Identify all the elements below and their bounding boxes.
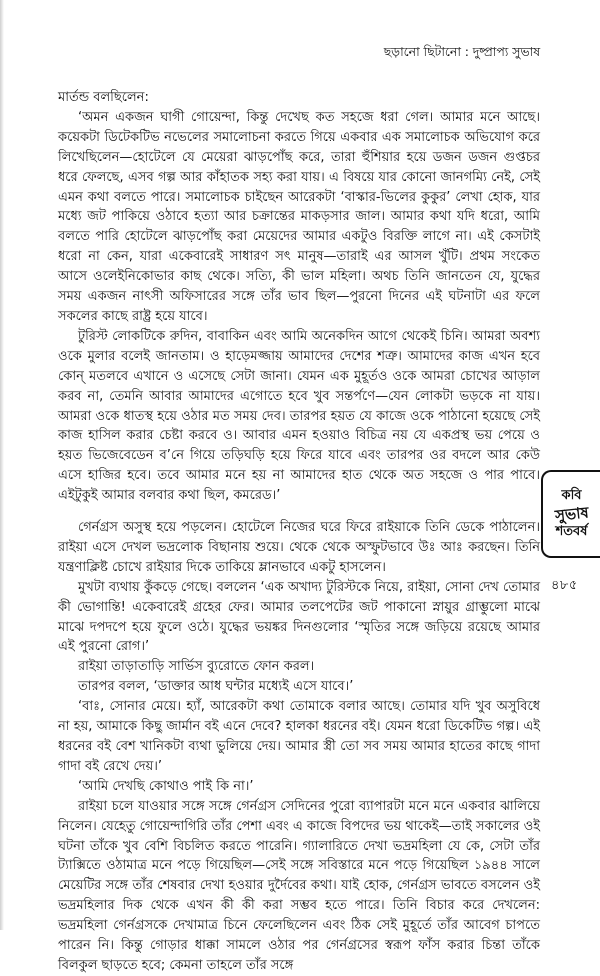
paragraph: রাইয়া তাড়াতাড়ি সার্ভিস ব্যুরোতে ফোন করল। [78,659,315,675]
page-number: ৪৮৫ [551,578,578,593]
paragraph: গের্নগ্রস অসুস্থ হয়ে পড়লেন। হোটেলে নিজের ঘরে ফিরে রাইয়াকে তিনি ডেকে পাঠালেন। রাইয়া এসে দেখল ভদ্রলোক বিছানায় শুয়ে। থেকে থেকে অস্ফুটভাবে উঃ আঃ করছেন। তিনি যন্ত্রণাক্লিষ্ট চোখে রাইয়ার দিকে তাকিয়ে ম্লানভাবে একটু হাসলেন। [58,520,540,575]
paragraph: ‘বাঃ, সোনার মেয়ে। হ্যাঁ, আরেকটা কথা তোমাকে বলার আছে। তোমার যদি খুব অসুবিধে না হয়, আমাকে কিছু জার্মান বই এনে দেবে? হালকা ধরনের বই। যেমন ধরো ডিকেটিভ গল্প। এই ধরনের বই বেশ খানিকটা ব্যথা ভুলিয়ে দেয়। আমার স্ত্রী তো সব সময় আমার হাতের কাছে গাদা গাদা বই রেখে দেয়।’ [58,699,540,774]
paragraph: তারপর বলল, ‘ডাক্তার আধ ঘন্টার মধ্যেই এসে যাবে।’ [78,679,354,695]
emblem-line-kobi: কবি [561,488,582,503]
running-head: ছড়ানো ছিটানো : দুষ্প্রাপ্য সুভাষ [383,44,540,59]
binding-shadow [0,0,4,930]
emblem-line-shatabarsha: শতবর্ষ [555,524,588,539]
paragraph: ‘আমি দেখছি কোথাও পাই কি না।’ [78,778,254,794]
paragraph: মুখটা ব্যথায় কুঁকড়ে গেছে। বললেন ‘এক অখাদ্য টুরিস্টকে নিয়ে, রাইয়া, সোনা দেখ তোমার কী ভোগান্তি! একেবারেই গ্রহের ফের। আমার তলপেটের জট পাকানো স্নায়ুর গ্রাম্ভুলো মাঝে মাঝে দপদপে হয়ে ফুলে ওঠে। যুদ্ধের ভয়ঙ্কর দিনগুলোর ‘স্মৃতির সঙ্গে জড়িয়ে রয়েছে আমার এই পুরনো রোগ।’ [58,579,540,655]
paragraph: ‘অমন একজন ঘাগী গোয়েন্দা, কিন্তু দেখেছ কত সহজে ধরা গেল। আমার মনে আছে। কয়েকটা ডিটেকটিভ নভেলের সমালোচনা করতে গিয়ে একবার এক সমালোচক অভিযোগ করে লিখেছিলেন—হোটেলে যে মেয়েরা ঝাড়পোঁছ করে, তারা হুঁশিয়ার হয়ে ডজন ডজন গুপ্তচর ধরে ফেলছে, এসব গল্প আর কাঁহাতক সহ্য করা যায়। এ বিষয়ে যার কোনো জানগম্যি নেই, সেই এমন কথা বলতে পারে। সমালোচক চাইছেন আরেকটা ‘বাস্কার-ভিলের কুকুর’ লেখা হোক, যার মধ্যে জট পাকিয়ে ওঠাবে হত্যা আর চক্রান্তের মাকড়সার জাল। আমার কথা যদি ধরো, আমি বলতে পারি হোটেলে ঝাড়পোঁছ করা মেয়েদের আমার একটুও বিরক্তি লাগে না। এই কেসটাই ধরো না কেন, যারা একেবারেই সাধারণ সৎ মানুষ—তারাই এর আসল খুঁটি। প্রথম সংকেত আসে ওলেইনিকোভার কাছ থেকে। সত্যি, কী ভাল মহিলা। অথচ তিনি জানতেন যে, যুদ্ধের সময় একজন নাৎসী অফিসারের সঙ্গে তাঁর ভাব ছিল—পুরনো দিনের এই ঘটনাটা এর ফলে সকলের কাছে রাষ্ট্র হয়ে যাবে। [58,109,540,324]
paragraph: মার্তন্ড বলছিলেন: [58,90,149,105]
emblem-line-subhash: সুভাষ [553,503,590,525]
paragraph: রাইয়া চলে যাওয়ার সঙ্গে সঙ্গে গের্নগ্রস সেদিনের পুরো ব্যাপারটা মনে মনে একবার ঝালিয়ে নিলেন। যেহেতু গোয়েন্দাগিরি তাঁর পেশা এবং এ কাজে বিপদের ভয় থাকেই—তাই সকালের ওই ঘটনা তাঁকে খুব বেশি বিচলিত করতে পারেনি। গ্যালারিতে দেখা ভদ্রমহিলা যে কে, সেটা তাঁর ট্যাক্সিতে ওঠামাত্র মনে পড়ে গিয়েছিল—সেই সঙ্গে সবিস্তারে মনে পড়ে গিয়েছিল ১৯৪৪ সালে মেয়েটির সঙ্গে তাঁর শেষবার দেখা হওয়ার দুর্দৈবের কথা। যাই হোক, গের্নগ্রস ভাবতে বসলেন ওই ভদ্রমহিলার দিক থেকে এখন কী কী করা সম্ভব হতে পারে। তিনি বিচার করে দেখলেন: ভদ্রমহিলা গের্নগ্রসকে দেখামাত্র চিনে ফেলেছিলেন এবং ঠিক সেই মুহূর্তে তাঁর আবেগ চাপতে পারেন নি। কিন্তু গোড়ার ধাক্কা সামলে ওঠার পর গের্নগ্রসের স্বরূপ ফাঁস করার চিন্তা তাঁকে বিলকুল ছাড়তে হবে; কেমনা তাহলে তাঁর সঙ্গে [58,798,541,973]
paragraph: টুরিস্ট লোকটিকে রুদিন, বাবাকিন এবং আমি অনেকদিন আগে থেকেই চিনি। আমরা অবশ্য ওকে মুলার বলেই জানতাম। ও হাড়েমজ্জায় আমাদের দেশের শত্রু। আমাদের কাজ এখন হবে কোন্‌ মতলবে এখানে ও এসেছে সেটা জানা। যেমন এক মুহূর্তও ওকে আমরা চোখের আড়াল করব না, তেমনি আবার আমাদের এগোতে হবে খুব সন্তর্পণে—যেন লোকটা ভড়কে না যায়। আমরা ওকে ধাতস্থ হয়ে ওঠার মত সময় দেব। তারপর হয়ত যে কাজে ওকে পাঠানো হয়েছে সেই কাজ হাসিল করার চেষ্টা করবে ও। আবার এমন হওয়াও বিচিত্র নয় যে একপ্রস্থ ভয় পেয়ে ও হয়ত ভিজেবেডেন ব’নে গিয়ে তড়িঘড়ি হয়ে ফিরে যাবে এবং তারপর ওর বদলে আর কেউ এসে হাজির হবে। তবে আমার মনে হয় না আমাদের হাত থেকে অত সহজে ও পার পাবে। এইটুকুই আমার বলবার কথা ছিল, কমরেড।’ [58,328,540,504]
centenary-emblem [541,470,600,558]
page-body [58,88,540,976]
